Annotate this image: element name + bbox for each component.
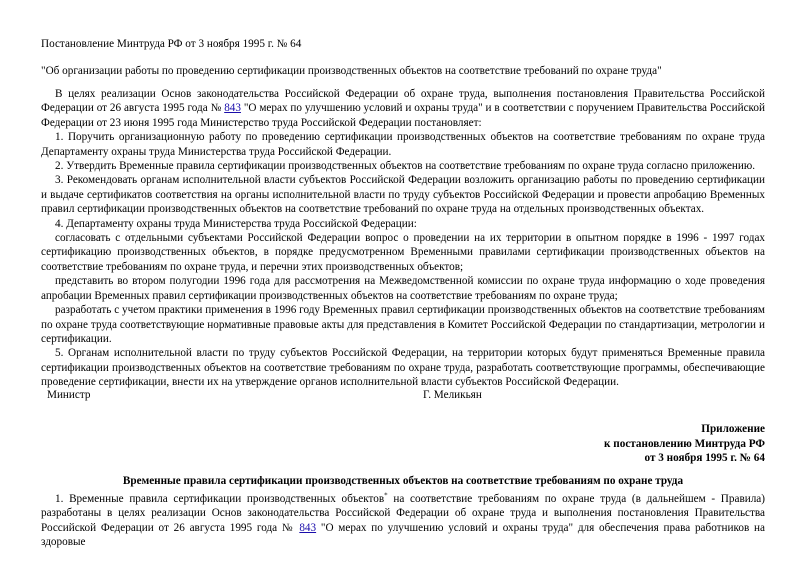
signature-role: Министр (47, 389, 91, 401)
signature-block (41, 388, 765, 404)
appendix-header (604, 422, 765, 466)
document-subtitle: "Об организации работы по проведению сертификации производственных объектов на соответствие требований по охране труда" (41, 65, 662, 77)
intro-paragraph (41, 87, 765, 130)
paragraph-3: 3. Рекомендовать органам исполнительной власти субъектов Российской Федерации возложить организацию работы по проведению сертификации и выдаче сертификатов соответствия на органы исполнительной власти по труду субъектов Российской Федерации и провести апробацию Временных правил сертификации производственных объектов на соответствие требований по охране труда на отдельных производственных объектах. (41, 174, 765, 216)
decree-843-link[interactable]: 843 (224, 102, 241, 115)
footnote-mark: * (384, 491, 388, 500)
rules-text-3: "О мерах по улучшению условий и охраны труда" для обеспечения права работников на здоровые (41, 521, 765, 549)
paragraph-1: 1. Поручить организационную работу по проведению сертификации производственных объектов на соответствие требованиям по охране труда Департаменту охраны труда Министерства труда Российской Федерации. (41, 131, 765, 158)
document-body (41, 87, 765, 390)
paragraph-2: 2. Утвердить Временные правила сертификации производственных объектов на соответствие требованиям по охране труда согласно приложению. (55, 160, 756, 173)
appendix-line-1: Приложение (701, 423, 765, 435)
rules-text-2: на соответствие требованиям по охране труда (в дальнейшем - Правила) разработаны в целях реализации Основ законодательства Российской Федерации об охране труда и выполнения постановления Правительства Российской Федерации от 26 августа 1995 года № (41, 493, 765, 534)
signature-name: Г. Меликьян (423, 389, 482, 401)
rules-decree-843-link[interactable]: 843 (299, 521, 317, 534)
appendix-line-2: к постановлению Минтруда РФ (604, 437, 765, 450)
paragraph-4-item-3: разработать с учетом практики применения в 1996 году Временных правил сертификации производственных объектов на соответствие требованиям по охране труда соответствующие нормативные правовые акты для представления в Комитет Российской Федерации по стандартизации, метрологии и сертификации. (41, 304, 765, 345)
rules-title: Временные правила сертификации производственных объектов на соответствие требованиям по охране труда (122, 475, 684, 487)
paragraph-5: 5. Органам исполнительной власти по труду субъектов Российской Федерации, на территории которых будут применяться Временные правила сертификации производственных объектов на соответствие требованиям по охране труда, разработать соответствующие программы, обеспечивающие проведение сертификации, внести их на утверждение органов исполнительной власти субъектов Российской Федерации. (41, 347, 765, 389)
rules-body (41, 492, 765, 550)
paragraph-4: 4. Департаменту охраны труда Министерства труда Российской Федерации: (55, 217, 417, 230)
appendix-line-3: от 3 ноября 1995 г. № 64 (644, 452, 765, 465)
paragraph-4-item-1: согласовать с отдельными субъектами Российской Федерации вопрос о проведении на их территории в опытном порядке в 1996 - 1997 годах сертификацию производственных объектов, в порядке предусмотренном Временными правилами сертификации производственных объектов на соответствие требованиям по охране труда, и перечни этих производственных объектов; (41, 232, 765, 273)
intro-text-2: "О мерах по улучшению условий и охраны труда" и в соответствии с поручением Правительства Российской Федерации от 23 июня 1995 года Министерство труда Российской Федерации постановляет: (41, 102, 765, 129)
paragraph-4-item-2: представить во втором полугодии 1996 года для рассмотрения на Межведомственной комиссии по охране труда информацию о ходе проведения апробации Временных правил сертификации производственных объектов на соответствие требованиям по охране труда; (41, 275, 765, 302)
rules-paragraph-1 (41, 492, 765, 550)
intro-text-1: В целях реализации Основ законодательства Российской Федерации об охране труда, выполнения постановления Правительства Российской Федерации от 26 августа 1995 года № (41, 88, 765, 115)
rules-text-1: 1. Временные правила сертификации производственных объектов (55, 493, 385, 505)
document-title: Постановление Минтруда РФ от 3 ноября 1995 г. № 64 (41, 38, 302, 50)
